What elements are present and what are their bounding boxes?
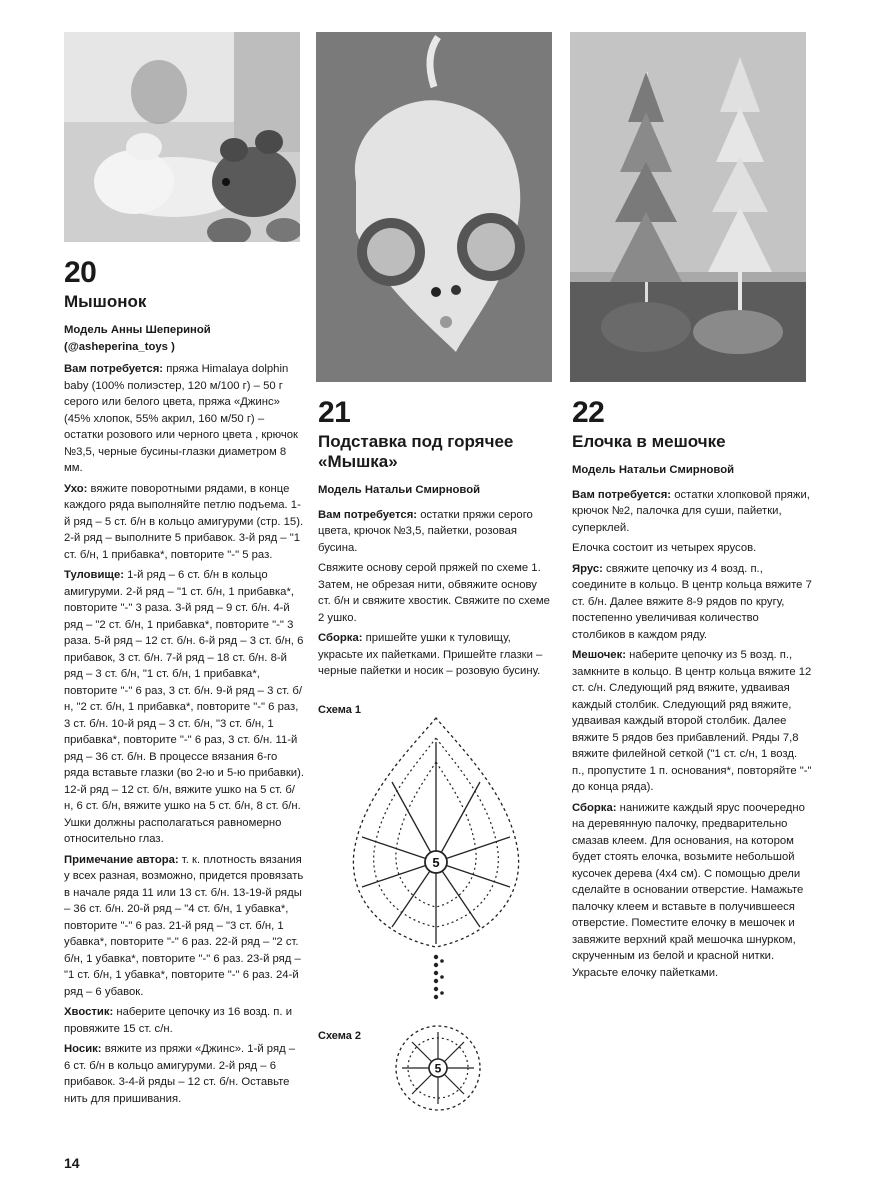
paragraph-text: пришейте ушки к туловищу, украсьте их пайетками. Пришейте глазки – черные пайетки и носик – розовую бусину. (318, 632, 543, 677)
project-title (318, 432, 552, 472)
paragraph-label: Хвостик: (64, 1006, 114, 1018)
paragraph-label: Сборка: (572, 801, 617, 814)
paragraph-label: Ухо: (64, 482, 88, 495)
paragraph-text: Свяжите основу серой пряжей по схеме 1. Затем, не обрезая нити, обвяжите основу ст. б/н и свяжите хвостик. Свяжите по схеме 2 ушко. (318, 562, 550, 624)
paragraph (64, 852, 304, 1001)
scheme-2-center: 5 (434, 1061, 442, 1076)
scheme-1-diagram (332, 712, 542, 1012)
paragraph (572, 647, 812, 796)
paragraph-text: вяжите из пряжи «Джинс». 1-й ряд – 6 ст. б/н в кольцо амигуруми. 2-й ряд – 6 прибавок. 3-4-й ряды – 12 ст. б/н. Оставьте нить для пришивания. (64, 1043, 296, 1105)
paragraph-label: Примечание автора: (64, 853, 179, 866)
paragraph (64, 567, 304, 848)
paragraph (318, 507, 552, 557)
title-line: Подставка под горячее (318, 432, 514, 451)
paragraph (572, 800, 812, 982)
paragraph-text: Елочка состоит из четырех ярусов. (572, 542, 757, 554)
paragraph (64, 481, 304, 564)
paragraph-text: вяжите поворотными рядами, в конце каждого ряда выполняйте петлю подъема. 1-й ряд – 5 ст. б/н в кольцо амигуруми (стр. 15). 2-й ряд – выполните 5 прибавок. 3-й ряд – "1 ст. б/н, 1 прибавка*, повторите "-" 5 раз. (64, 482, 304, 561)
paragraph-label: Носик: (64, 1043, 102, 1055)
scheme-1-center: 5 (432, 855, 440, 870)
paragraph-label: Сборка: (318, 632, 363, 644)
project-number: 21 (318, 396, 351, 429)
paragraph (64, 361, 304, 477)
paragraph-label: Мешочек: (572, 649, 626, 661)
paragraph (318, 560, 552, 626)
paragraph-text: остатки пряжи серого цвета, крючок №3,5, пайетки, розовая бусина. (318, 508, 533, 554)
project-author: Модель Натальи Смирновой (318, 484, 481, 496)
author-handle: (@asheperina_toys ) (64, 340, 175, 353)
title-line: «Мышка» (318, 452, 398, 471)
photo-christmas-tree (570, 32, 806, 382)
project-number: 20 (64, 256, 97, 289)
paragraph-label: Вам потребуется: (572, 488, 672, 501)
paragraph (572, 487, 812, 537)
paragraph-label: Ярус: (572, 562, 603, 575)
paragraph (318, 630, 552, 680)
paragraph (572, 540, 812, 557)
page-number: 14 (64, 1155, 80, 1171)
paragraph-label: Вам потребуется: (318, 508, 418, 521)
project-21 (318, 398, 552, 684)
project-22 (572, 398, 812, 985)
photo-mouse-coaster (316, 32, 552, 382)
scheme-2-diagram (392, 1022, 484, 1114)
paragraph (64, 1041, 304, 1107)
paragraph-text: наберите цепочку из 16 возд. п. и провяжите 15 ст. с/н. (64, 1006, 293, 1035)
paragraph-label: Вам потребуется: (64, 363, 164, 375)
scheme-1-label: Схема 1 (318, 704, 362, 716)
project-author: Модель Натальи Смирновой (572, 464, 735, 476)
paragraph-text: т. к. плотность вязания у всех разная, возможно, придется провязать в начале ряда 11 или 13 ст. б/н. 13-19-й ряды – 36 ст. б/н. 20-й ряд – "4 ст. б/н, 1 убавка*, повторите "-" 6 раз. 21-й ряд – "3 ст. б/н, 1 убавка*, повторите "-" 6 раз. 22-й ряд – "2 ст. б/н, 1 убавка*, повторите "-" 6 раз. 23-й ряд – "1 ст. б/н, 1 убавка*, повторите "-" 6 раз. 24-й ряд – 6 убавок. (64, 853, 304, 998)
paragraph-text: свяжите цепочку из 4 возд. п., соедините в кольцо. В центр кольца вяжите 7 ст. б/н. Далее вяжите 8-9 рядов по кругу, постепенно увеличивая количество столбиков в каждом ряду. (572, 562, 812, 641)
paragraph (64, 1004, 304, 1037)
paragraph (572, 561, 812, 644)
paragraph-text: остатки хлопковой пряжи, крючок №2, палочка для суши, пайетки, суперклей. (572, 488, 810, 534)
project-title: Мышонок (64, 292, 147, 311)
author-line: Модель Анны Шепериной (64, 324, 211, 336)
scheme-2-label: Схема 2 (318, 1030, 362, 1042)
project-author (64, 322, 304, 355)
paragraph-text: наберите цепочку из 5 возд. п., замкните в кольцо. В центр кольца вяжите 12 ст. с/н. Следующий ряд вяжите, удваивая каждый столбик. Следующий ряд вяжите, удваивая каждый второй столбик. Далее вяжите 5 рядов без прибавлений. Ряды 7,8 вяжите филейной сеткой ("1 ст. с/н, 1 возд. п., пропустите 1 п. основания*, повторяйте "-" до конца ряда). (572, 649, 812, 793)
paragraph-label: Туловище: (64, 569, 124, 581)
paragraph-text: нанижите каждый ярус поочередно на деревянную палочку, предварительно смазав клеем. Для основания, на котором будет стоять елочка, возьмите небольшой кусочек дерева (4х4 см). С помощью дрели сделайте в основании отверстие. Намажьте палочку клеем и вставьте в получившееся отверстие. Поместите елочку в мешочек и завяжите верхний край мешочка шнурком, скрученным из белой и красной нитки. Украсьте елочку пайетками. (572, 801, 805, 979)
paragraph-text: пряжа Himalaya dolphin baby (100% полиэстер, 120 м/100 г) – 50 г серого или белого цвета, пряжа «Джинс» (45% хлопок, 55% акрил, 160 м/50 г) – остатки розового или черного цвета , крючок №3,5, черные бусины-глазки диаметром 8 мм. (64, 363, 298, 474)
project-number: 22 (572, 396, 605, 429)
photo-mice (64, 32, 300, 242)
project-20 (64, 258, 304, 1111)
paragraph-text: 1-й ряд – 6 ст. б/н в кольцо амигуруми. 2-й ряд – "1 ст. б/н, 1 прибавка*, повторите "-" 3 раза. 3-й ряд – 9 ст. б/н. 4-й ряд – "2 ст. б/н, 1 прибавка*, повторите "-" 3 раза. 5-й ряд – 12 ст. б/н. 6-й ряд – 3 ст. б/н, 6 прибавок, 3 ст. б/н. 7-й ряд – 18 ст. б/н. 8-й ряд – 3 ст. б/н, "1 ст. б/н, 1 прибавка*, повторите "-" 6 раз, 3 ст. б/н. 9-й ряд – 3 ст. б/н, "2 ст. б/н, 1 прибавка*, повторите "-" 6 раз, 3 ст. б/н. 10-й ряд – 3 ст. б/н, "3 ст. б/н, 1 прибавка*, повторите "-" 6 раз, 3 ст. б/н. 11-й ряд – 36 ст. б/н. В процессе вязания 6-го ряда вставьте глазки (во 2-ю и 5-ю прибавки). 12-й ряд – 12 ст. б/н, вяжите ушко на 5 ст. б/н, 6 ст. б/н, вяжите ушко на 5 ст. б/н, 8 ст. б/н. Ушки должны располагаться равномерно относительно глаз. (64, 569, 304, 845)
project-title: Елочка в мешочке (572, 432, 726, 451)
